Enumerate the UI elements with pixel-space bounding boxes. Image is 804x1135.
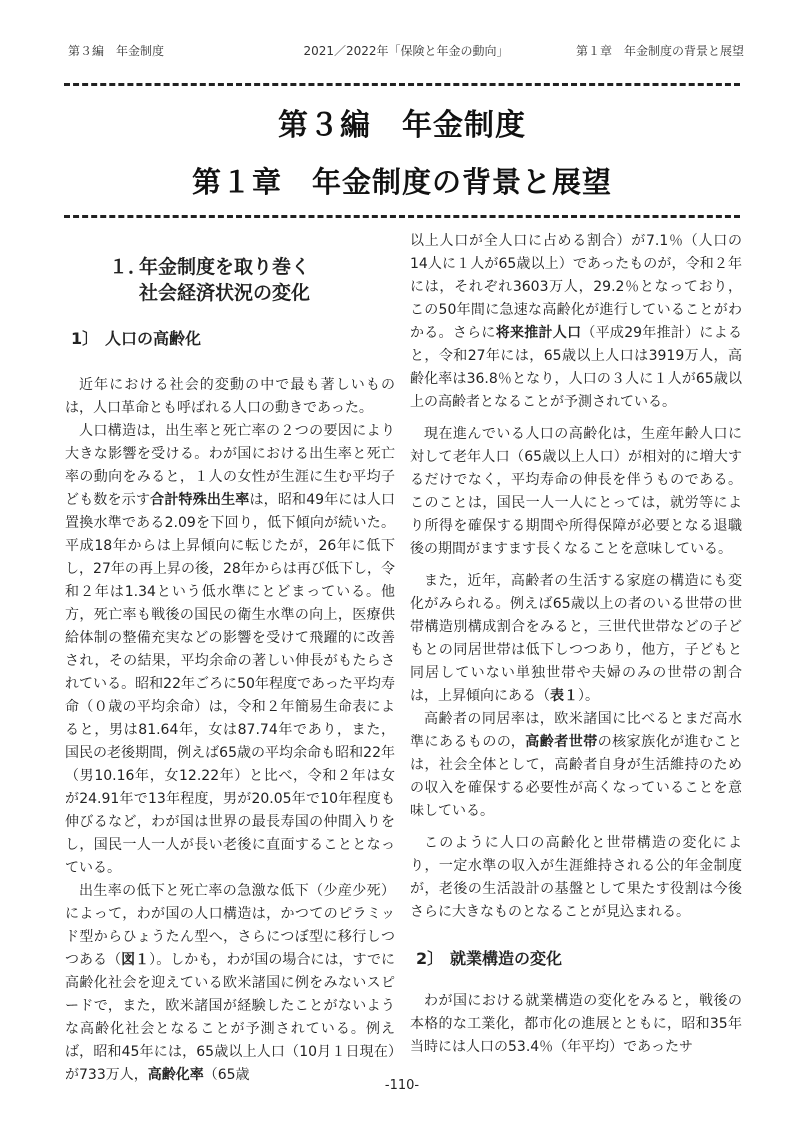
subsection-title: 人口の高齢化 (105, 329, 202, 348)
subsection-heading-employment (416, 948, 742, 970)
section-heading (65, 254, 395, 306)
bold-term: 高齢化率 (147, 1067, 204, 1083)
text-run: 出生率の低下と死亡率の急激な低下（少産少死）によって，わが国の人口構造は，かつてのピラミッド型からひょうたん型へ，さらにつぼ型に移行しつつある（ (65, 883, 395, 968)
top-dashed-rule (64, 83, 740, 86)
header-publication-title: 2021／2022年「保険と年金の動向」 (303, 44, 509, 58)
table-reference: 表１ (550, 688, 578, 704)
paragraph-gap (410, 561, 742, 570)
paragraph: 現在進んでいる人口の高齢化は，生産年齢人口に対して老年人口（65歳以上人口）が相対的に増大するだけでなく，平均寿命の伸長を伴うものである。このことは，国民一人一人にとっては，就労等により所得を確保する期間や所得保障が必要となる退職後の期間がますます長くなることを意味している。 (410, 426, 742, 557)
section-title-line1: 年金制度を取り巻く (139, 256, 311, 278)
subsection-number: 2〕 (416, 949, 444, 968)
page-number: -110- (384, 1078, 420, 1093)
bold-term: 高齢者世帯 (525, 734, 598, 750)
paragraph (410, 230, 742, 414)
text-run: 以上人口が全人口に占める割合）が7.1％（人口の14人に１人が65歳以上）であったものが，令和２年には，それぞれ3603万人，29.2％となっており，この50年間に急速な高齢化が進行していることがわかる。さらに (410, 233, 742, 341)
paragraph (410, 570, 742, 708)
paragraph: このように人口の高齢化と世帯構造の変化により，一定水準の収入が生涯維持される公的年金制度が，老後の生活設計の基盤として果たす役割は今後さらに大きなものとなることが見込まれる。 (410, 835, 742, 920)
bottom-dashed-rule (64, 215, 740, 218)
part-title: 第３編 年金制度 (278, 108, 526, 143)
paragraph: わが国における就業構造の変化をみると，戦後の本格的な工業化，都市化の進展とともに，昭和35年当時には人口の53.4％（年平均）であったサ (410, 993, 742, 1055)
subsection-heading-aging (71, 328, 395, 350)
header-part-label: 第３編 年金制度 (68, 44, 165, 58)
chapter-title: 第１章 年金制度の背景と展望 (191, 165, 612, 199)
paragraph (410, 708, 742, 823)
paragraph (65, 880, 395, 1087)
text-run: ）。 (578, 688, 599, 704)
text-run: は，昭和49年には人口置換水準である2.09を下回り，低下傾向が続いた。平成18年からは上昇傾向に転じたが，26年に低下し，27年の再上昇の後，28年からは再び低下し，令和２年は1.34という低水準にとどまっている。他方，死亡率も戦後の国民の衛生水準の向上，医療供給体制の整備充実などの影響を受けて飛躍的に改善され，その結果，平均余命の著しい伸長がもたらされている。昭和22年ごろに50年程度であった平均寿命（０歳の平均余命）は，令和２年簡易生命表によると，男は81.64年，女は87.74年であり，また，国民の老後期間，例えば65歳の平均余命も昭和22年（男10.16年，女12.22年）と比べ，令和２年は女が24.91年で13年程度，男が20.05年で10年程度も伸びるなど，わが国は世界の最長寿国の仲間入りをし，国民一人一人が長い老後に直面することとなっている。 (65, 492, 395, 876)
right-column (410, 230, 742, 1059)
paragraph-gap (410, 823, 742, 832)
left-column (65, 228, 395, 1087)
subsection-title: 就業構造の変化 (450, 949, 563, 968)
bold-term: 将来推計人口 (495, 325, 582, 341)
text-run: ）。しかも，わが国の場合には，すでに高齢化社会を迎えている欧米諸国に例をみないスピードで，また，欧米諸国が経験したことがないような高齢化社会となることが予測されている。例えば，昭和45年には，65歳以上人口（10月１日現在）が733万人， (65, 952, 396, 1083)
text-run: （65歳 (203, 1067, 250, 1083)
text-run: 高齢者の同居率は，欧米諸国に比べるとまだ高水準にあるものの， (410, 711, 742, 750)
text-run: の核家族化が進むことは，社会全体として，高齢者自身が生活維持のための収入を確保する必要性が高くなっていることを意味している。 (410, 734, 743, 819)
subsection-number: 1〕 (71, 329, 99, 348)
text-run: 人口構造は，出生率と死亡率の２つの要因により大きな影響を受ける。わが国における出生率と死亡率の動向をみると，１人の女性が生涯に生む平均子ども数を示す (65, 423, 395, 508)
figure-reference: 図１ (121, 952, 150, 968)
section-number: １． (109, 256, 148, 278)
bold-term: 合計特殊出生率 (150, 492, 250, 508)
text-run: （平成29年推計）によると，令和27年には，65歳以上人口は3919万人，高齢化率は36.8％となり，人口の３人に１人が65歳以上の高齢者となることが予測されている。 (410, 325, 742, 410)
paragraph (65, 420, 395, 880)
paragraph-gap (410, 414, 742, 423)
paragraph: 近年における社会的変動の中で最も著しいものは，人口革命とも呼ばれる人口の動きであった。 (65, 377, 395, 416)
running-header (68, 42, 744, 62)
header-chapter-label: 第１章 年金制度の背景と展望 (575, 44, 744, 58)
section-title-line2: 社会経済状況の変化 (139, 282, 311, 304)
text-run: また，近年，高齢者の生活する家庭の構造にも変化がみられる。例えば65歳以上の者のいる世帯の世帯構造別構成割合をみると，三世代世帯などの子どもとの同居世帯は低下しつつあり，他方，子どもと同居していない単独世帯や夫婦のみの世帯の割合は，上昇傾向にある（ (410, 573, 742, 704)
